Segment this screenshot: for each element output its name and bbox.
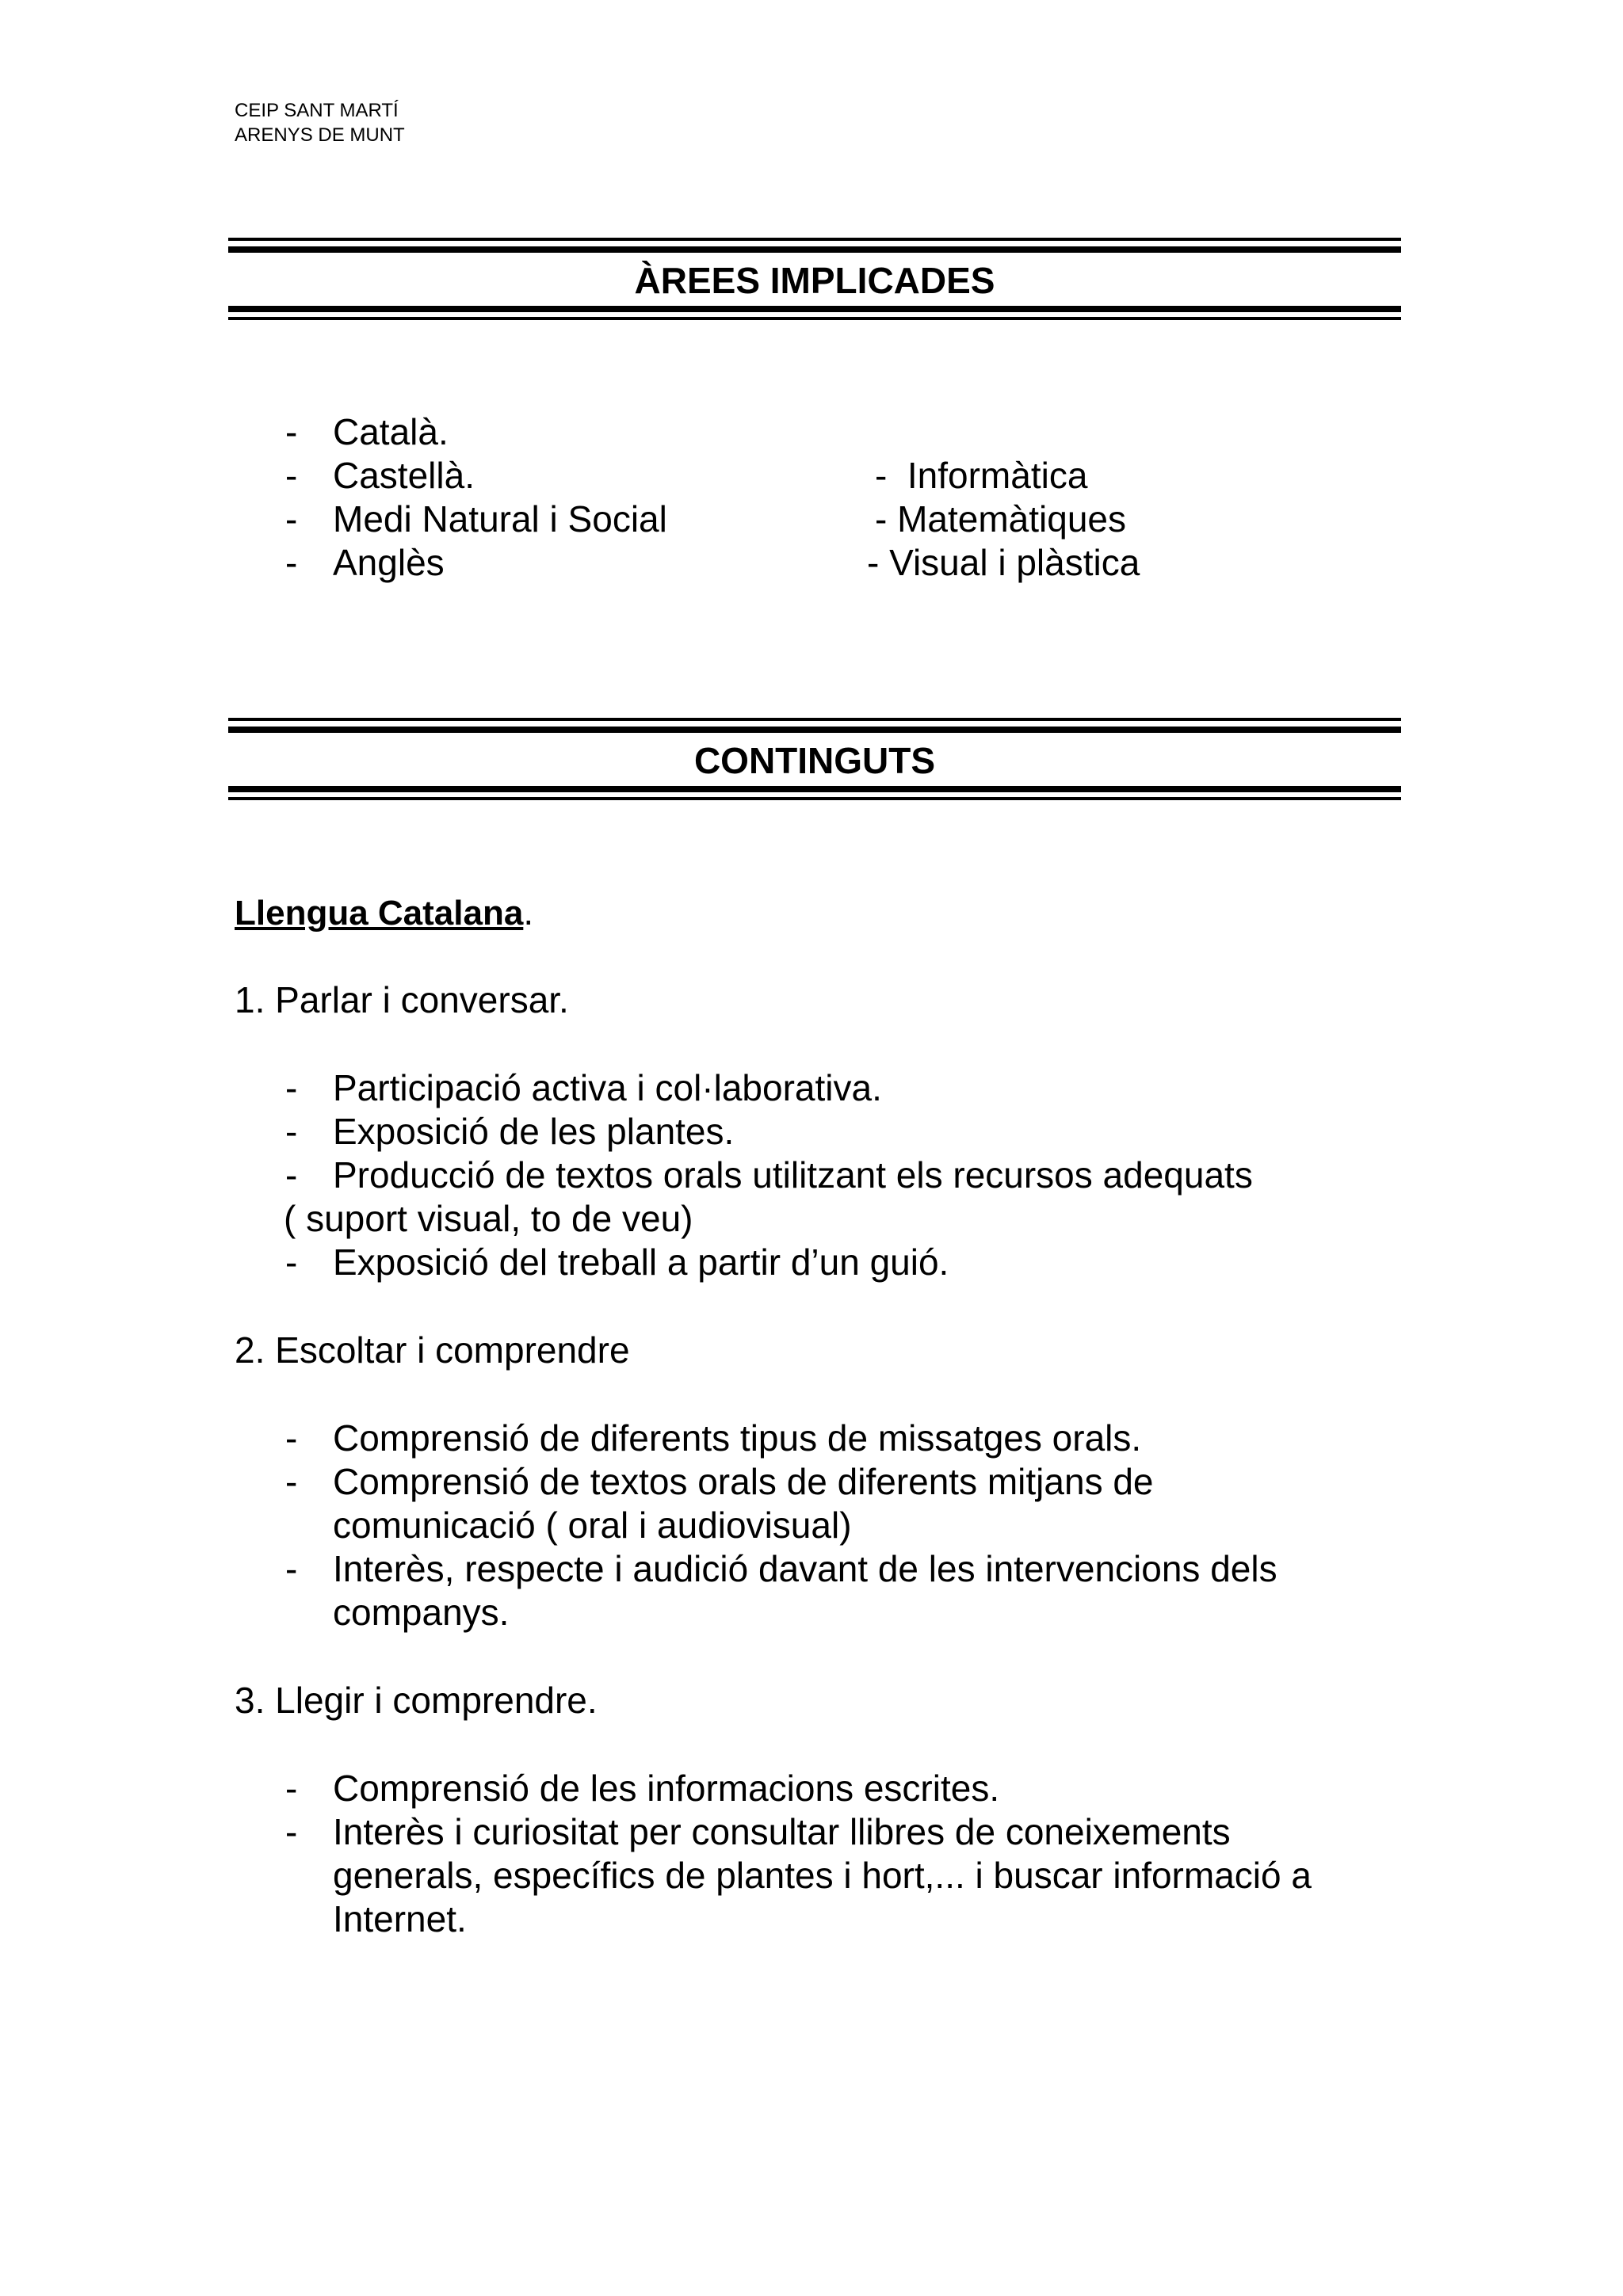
areas-banner	[228, 238, 1401, 322]
list-item-continuation: comunicació ( oral i audiovisual)	[333, 1505, 852, 1546]
list-item: Comprensió de diferents tipus de missatges orals.	[333, 1417, 1142, 1459]
list-item-continuation: generals, específics de plantes i hort,... i buscar informació a	[333, 1855, 1312, 1896]
list-item: Interès, respecte i audició davant de les intervencions dels	[333, 1548, 1277, 1589]
school-name: CEIP SANT MARTÍ	[235, 100, 399, 121]
area-item: - Informàtica	[875, 455, 1088, 496]
bullet-dash: -	[285, 1811, 298, 1852]
area-item: - Matemàtiques	[875, 498, 1127, 540]
list-item: Exposició del treball a partir d’un guió.	[333, 1241, 949, 1283]
bullet-dash: -	[285, 1461, 298, 1502]
area-item: Medi Natural i Social	[333, 498, 667, 540]
contents-heading: CONTINGUTS	[693, 740, 936, 781]
bullet-dash: -	[285, 498, 298, 540]
banner-rule-bottom-thin	[228, 797, 1401, 800]
bullet-dash: -	[285, 542, 298, 583]
banner-rule-bottom-thick	[228, 786, 1401, 792]
section-title: 1. Parlar i conversar.	[235, 979, 569, 1020]
list-item: Producció de textos orals utilitzant els recursos adequats	[333, 1154, 1253, 1196]
bullet-dash: -	[285, 1768, 298, 1809]
list-item: Participació activa i col·laborativa.	[333, 1067, 882, 1108]
bullet-dash: -	[285, 455, 298, 496]
section-title: 2. Escoltar i comprendre	[235, 1329, 630, 1371]
area-item: Castellà.	[333, 455, 475, 496]
bullet-dash: -	[285, 1067, 298, 1108]
bullet-dash: -	[285, 1241, 298, 1283]
bullet-dash: -	[285, 1417, 298, 1459]
area-item: - Visual i plàstica	[867, 542, 1140, 583]
bullet-dash: -	[285, 1548, 298, 1589]
area-item: Anglès	[333, 542, 445, 583]
list-item: Comprensió de les informacions escrites.	[333, 1768, 1000, 1809]
banner-rule-top-thick	[228, 727, 1401, 733]
list-item-continuation: companys.	[333, 1592, 510, 1633]
bullet-dash: -	[285, 1111, 298, 1152]
subject-name: Llengua Catalana	[235, 894, 524, 933]
banner-rule-bottom-thick	[228, 306, 1401, 312]
contents-banner	[228, 718, 1401, 802]
banner-rule-top-thin	[228, 238, 1401, 241]
banner-rule-top-thin	[228, 718, 1401, 721]
section-title: 3. Llegir i comprendre.	[235, 1680, 598, 1721]
areas-heading: ÀREES IMPLICADES	[634, 260, 995, 301]
list-item: Comprensió de textos orals de diferents mitjans de	[333, 1461, 1154, 1502]
bullet-dash: -	[285, 411, 298, 452]
subject-suffix: .	[523, 891, 534, 933]
subject-title	[235, 891, 533, 935]
banner-rule-bottom-thin	[228, 317, 1401, 320]
list-item: Exposició de les plantes.	[333, 1111, 735, 1152]
list-item-continuation: ( suport visual, to de veu)	[284, 1198, 693, 1239]
school-town: ARENYS DE MUNT	[235, 124, 405, 146]
area-item: Català.	[333, 411, 449, 452]
list-item: Interès i curiositat per consultar llibres de coneixements	[333, 1811, 1231, 1852]
list-item-continuation: Internet.	[333, 1898, 467, 1939]
banner-rule-top-thick	[228, 246, 1401, 253]
bullet-dash: -	[285, 1154, 298, 1196]
